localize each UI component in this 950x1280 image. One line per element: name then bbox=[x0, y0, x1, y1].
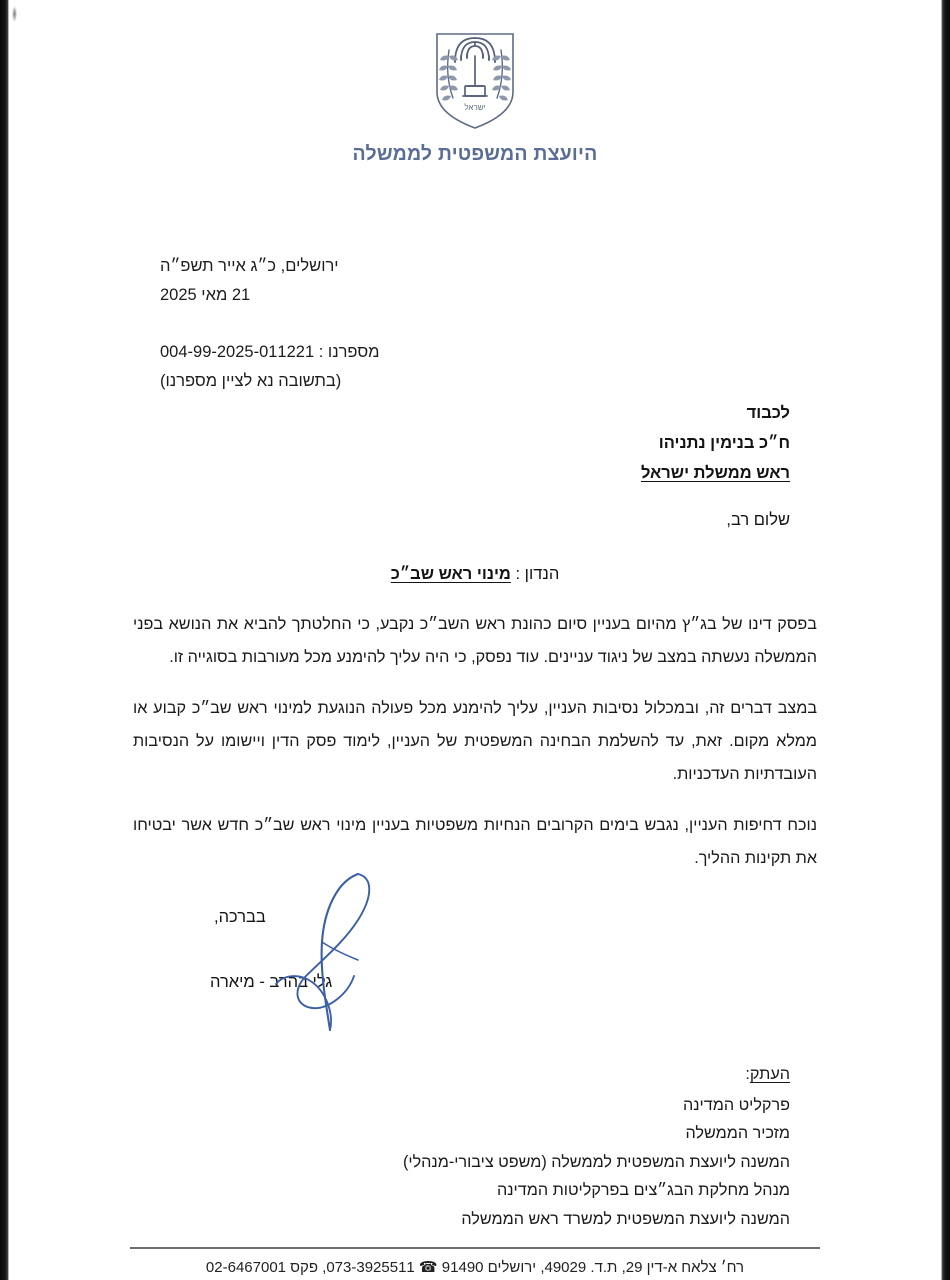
date-block bbox=[160, 252, 412, 310]
addressee-to: לכבוד bbox=[746, 404, 790, 422]
reference-number: 004-99-2025-011221 bbox=[160, 343, 315, 361]
reference-block bbox=[160, 338, 412, 396]
reference-note: (בתשובה נא לציין מספרנו) bbox=[160, 372, 342, 390]
israel-state-emblem-icon bbox=[429, 28, 521, 132]
emblem-container bbox=[10, 28, 940, 137]
gregorian-date: 21 מאי 2025 bbox=[160, 286, 251, 304]
signature-closing: בברכה, bbox=[214, 908, 266, 926]
addressee-block bbox=[641, 398, 790, 488]
copies-block bbox=[403, 1060, 790, 1233]
copies-recipient: מזכיר הממשלה bbox=[685, 1124, 790, 1142]
subject-line bbox=[10, 565, 940, 584]
scan-artifact bbox=[12, 6, 17, 22]
copies-label: העתק bbox=[749, 1065, 790, 1083]
hebrew-date: ירושלים, כ״ג אייר תשפ״ה bbox=[160, 257, 339, 275]
body-paragraph: בפסק דינו של בג״ץ מהיום בעניין סיום כהונת ראש השב״כ נקבע, כי החלטתך להביא את הנושא בפני הממשלה נעשתה במצב של ניגוד עניינים. עוד נפסק, כי היה עליך להימנע מכל מעורבות בסוגייה זו. bbox=[133, 615, 817, 666]
reference-label: מספרנו : bbox=[318, 343, 380, 361]
letter-sheet bbox=[10, 0, 940, 1280]
body-paragraph: נוכח דחיפות העניין, נגבש בימים הקרובים הנחיות משפטיות בעניין מינוי ראש שב״כ חדש אשר יבטיחו את תקינות ההליך. bbox=[133, 816, 817, 867]
scan-edge-left bbox=[0, 0, 9, 1280]
scan-edge-right bbox=[941, 0, 950, 1280]
subject-value: מינוי ראש שב״כ bbox=[390, 565, 511, 583]
greeting: שלום רב, bbox=[726, 511, 790, 529]
body-paragraph: במצב דברים זה, ובמכלול נסיבות העניין, עליך להימנע מכל פעולה הנוגעת למינוי ראש שב״כ קבוע או ממלא מקום. זאת, עד להשלמת הבחינה המשפטית של העניין, לימוד פסק הדין ויישומו על הנסיבות העובדתיות העדכניות. bbox=[133, 699, 817, 783]
copies-recipient: פרקליט המדינה bbox=[682, 1095, 790, 1114]
letter-body bbox=[133, 608, 817, 893]
copies-label-line bbox=[403, 1060, 790, 1089]
signature-block bbox=[200, 908, 430, 992]
letterhead-title: היועצת המשפטית לממשלה bbox=[352, 143, 598, 165]
reference-number-line bbox=[160, 338, 412, 367]
signature-name: גלי בהרב - מיארה bbox=[210, 973, 333, 991]
copies-recipient: המשנה ליועצת המשפטית למשרד ראש הממשלה bbox=[461, 1209, 790, 1228]
footer-divider bbox=[130, 1247, 820, 1249]
copies-recipient: מנהל מחלקת הבג״צים בפרקליטות המדינה bbox=[496, 1181, 790, 1199]
addressee-role: ראש ממשלת ישראל bbox=[640, 464, 790, 482]
addressee-name: ח״כ בנימין נתניהו bbox=[658, 434, 790, 452]
copies-recipient: המשנה ליועצת המשפטית לממשלה (משפט ציבורי-מנהלי) bbox=[403, 1152, 790, 1171]
subject-label: הנדון : bbox=[515, 565, 560, 583]
footer-contact-info: רח׳ צלאח א-דין 29, ת.ד. 49029, ירושלים 91490 ☎ 073-3925511, פקס 02-6467001 bbox=[205, 1259, 745, 1276]
copies-label-colon: : bbox=[745, 1065, 750, 1083]
svg-text:ישראל: ישראל bbox=[464, 103, 486, 112]
